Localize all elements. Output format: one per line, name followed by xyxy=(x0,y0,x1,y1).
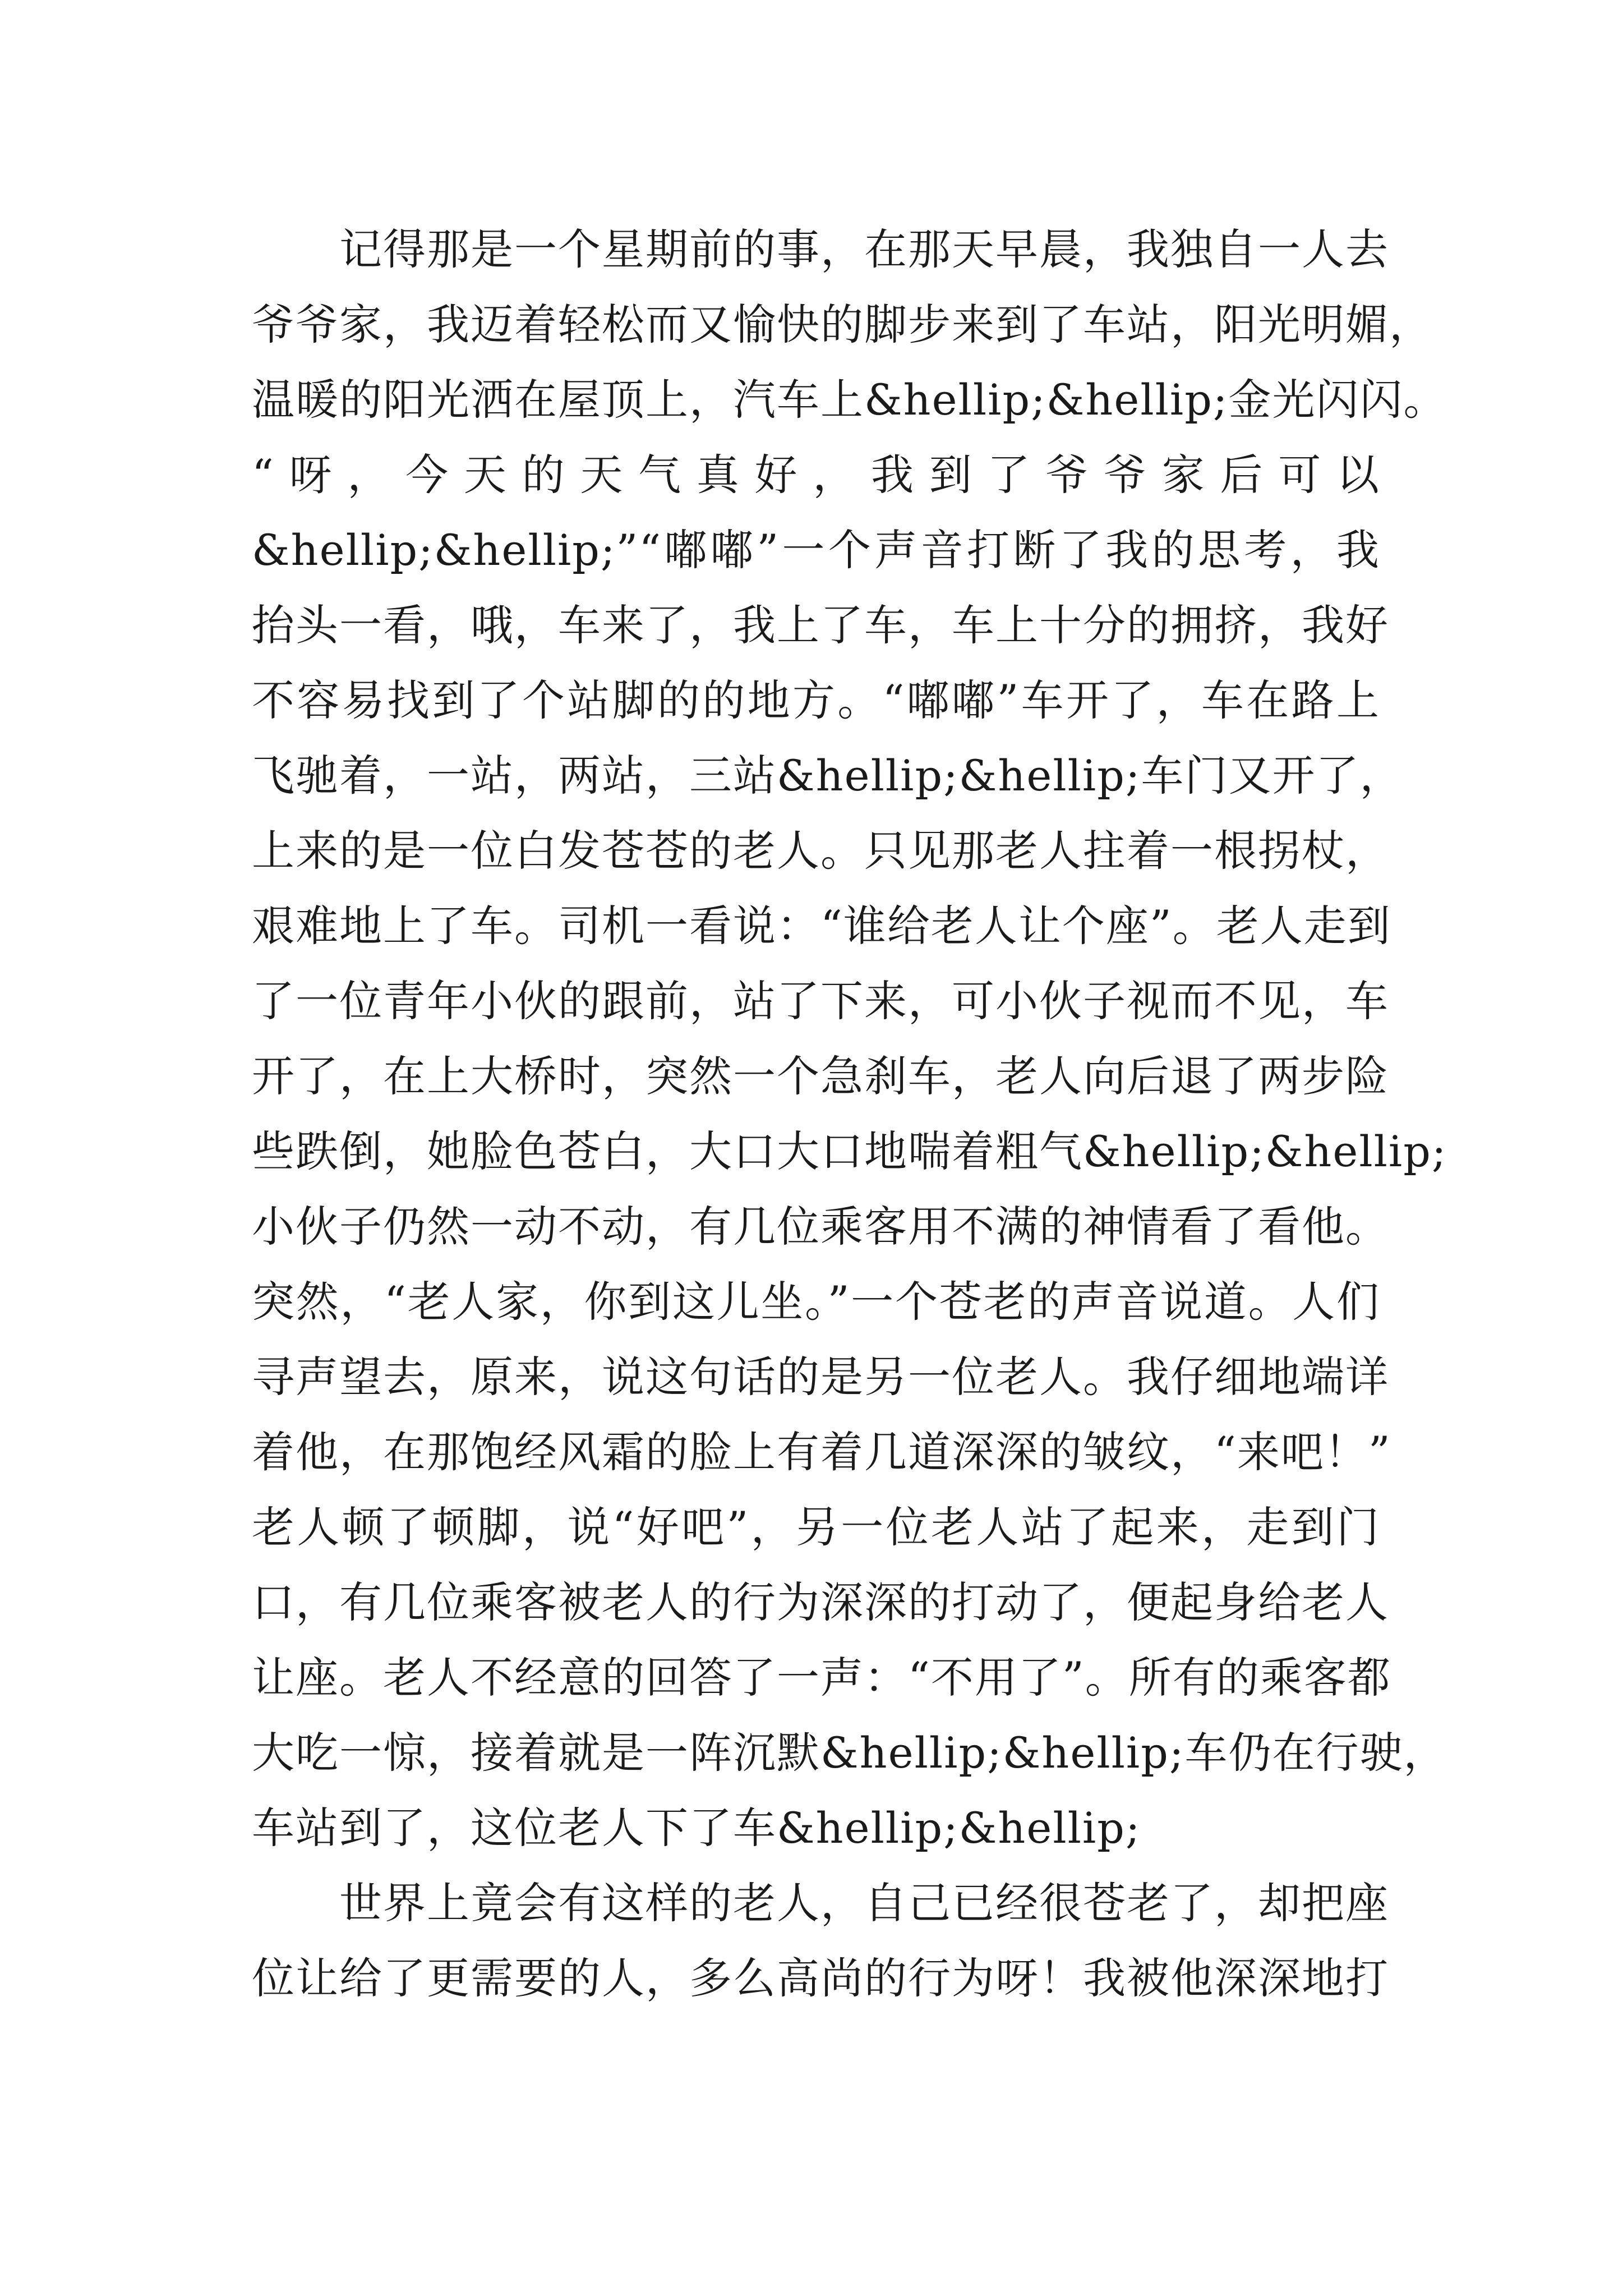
text-line: 记得那是一个星期前的事，在那天早晨，我独自一人去 xyxy=(339,224,1389,274)
text-line: 口，有几位乘客被老人的行为深深的打动了，便起身给老人 xyxy=(252,1577,1389,1627)
text-line: 着他，在那饱经风霜的脸上有着几道深深的皱纹，“来吧！” xyxy=(252,1427,1391,1477)
text-line: 寻声望去，原来，说这句话的是另一位老人。我仔细地端详 xyxy=(252,1352,1389,1402)
text-line: 抬头一看，哦，车来了，我上了车，车上十分的拥挤，我好 xyxy=(252,600,1389,650)
text-line: 位让给了更需要的人，多么高尚的行为呀！我被他深深地打 xyxy=(252,1953,1389,2003)
text-line: 了一位青年小伙的跟前，站了下来，可小伙子视而不见，车 xyxy=(252,976,1389,1026)
text-line: &hellip;&hellip;”“嘟嘟”一个声音打断了我的思考，我 xyxy=(252,525,1380,575)
text-line: 些跌倒，她脸色苍白，大口大口地喘着粗气&hellip;&hellip; xyxy=(252,1126,1447,1176)
text-line: 老人顿了顿脚，说“好吧”，另一位老人站了起来，走到门 xyxy=(252,1502,1380,1552)
text-line: 不容易找到了个站脚的的地方。“嘟嘟”车开了，车在路上 xyxy=(252,675,1380,725)
text-line: “呀，今天的天气真好，我到了爷爷家后可以 xyxy=(252,450,1380,500)
text-line: 小伙子仍然一动不动，有几位乘客用不满的神情看了看他。 xyxy=(252,1202,1389,1251)
text-line: 上来的是一位白发苍苍的老人。只见那老人拄着一根拐杖， xyxy=(252,826,1389,876)
text-line: 温暖的阳光洒在屋顶上，汽车上&hellip;&hellip;金光闪闪。 xyxy=(252,375,1447,425)
text-line: 车站到了，这位老人下了车&hellip;&hellip; xyxy=(252,1803,1141,1853)
text-line: 艰难地上了车。司机一看说：“谁给老人让个座”。老人走到 xyxy=(252,901,1391,951)
text-line: 让座。老人不经意的回答了一声：“不用了”。所有的乘客都 xyxy=(252,1653,1391,1703)
text-line: 爷爷家，我迈着轻松而又愉快的脚步来到了车站，阳光明媚， xyxy=(252,300,1433,349)
text-line: 大吃一惊，接着就是一阵沉默&hellip;&hellip;车仍在行驶， xyxy=(252,1728,1447,1778)
text-line: 突然，“老人家，你到这儿坐。”一个苍老的声音说道。人们 xyxy=(252,1277,1380,1327)
body-text xyxy=(252,212,1447,2016)
text-line: 世界上竟会有这样的老人，自己已经很苍老了，却把座 xyxy=(339,1878,1389,1928)
text-line: 飞驰着，一站，两站，三站&hellip;&hellip;车门又开了， xyxy=(252,751,1404,800)
text-line: 开了，在上大桥时，突然一个急刹车，老人向后退了两步险 xyxy=(252,1051,1389,1101)
